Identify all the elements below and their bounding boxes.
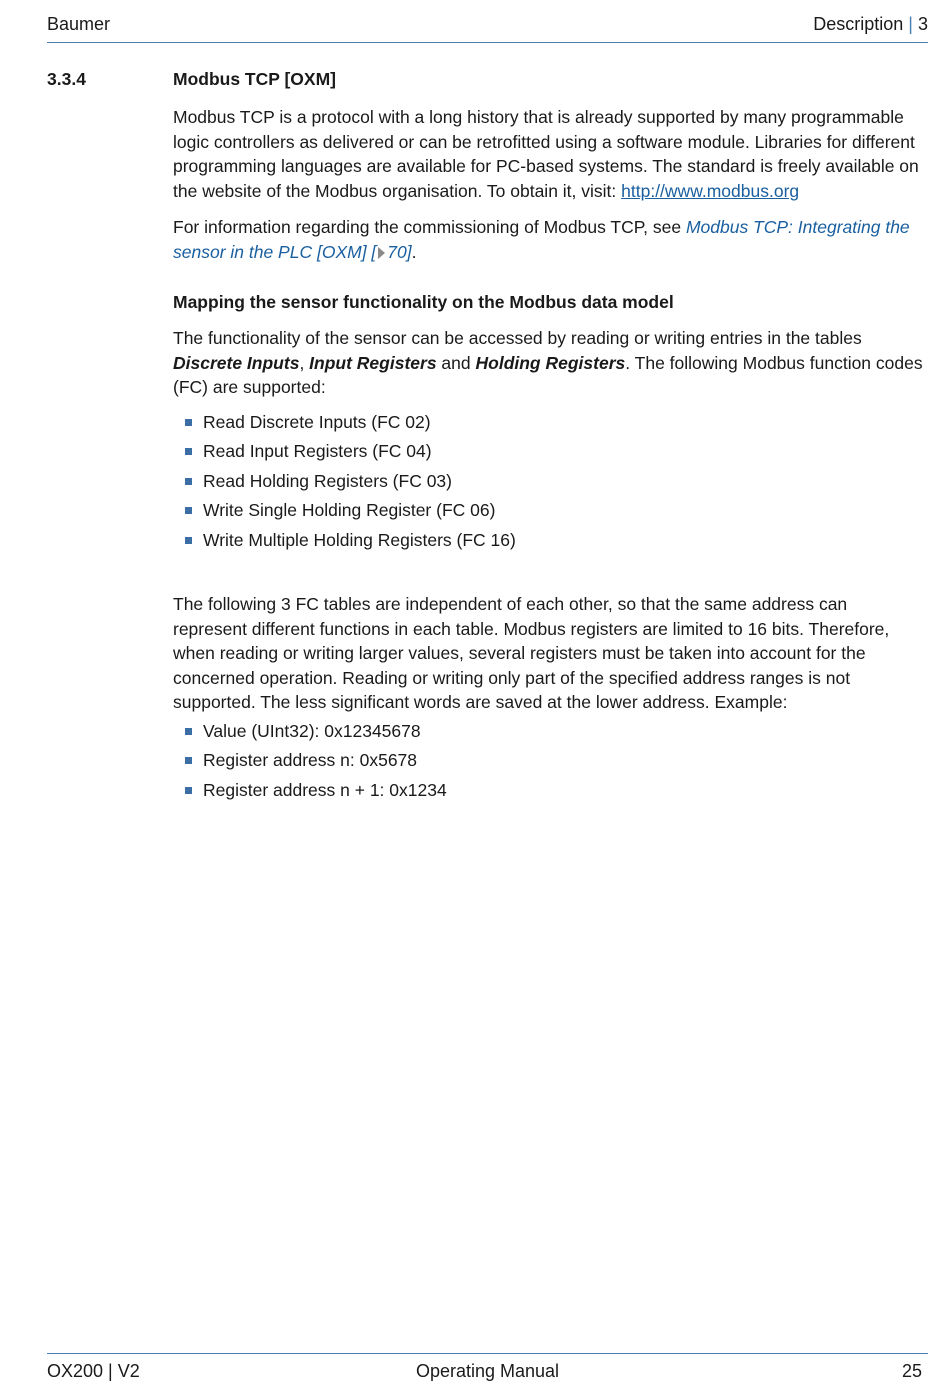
intro-text: Modbus TCP is a protocol with a long history that is already supported by many programmable logic controllers as delivered or can be retrofitted using a software module. Libraries for different programming languages are available for PC-based systems. The standard is freely available on the website of the Modbus organisation. To obtain it, visit: [173,107,919,201]
fc-tables-paragraph: The following 3 FC tables are independent of each other, so that the same address can represent different functions in each table. Modbus registers are limited to 16 bits. Therefore, when reading or writing larger values, several registers must be taken into account for the concerned operation. Reading or writing only part of the specified address ranges is not supported. The less significant words are saved at the lower address. Example: [173,594,890,712]
header-chapter-label: Description [813,14,904,34]
list-item-text: Read Holding Registers (FC 03) [203,470,452,491]
table-discrete-inputs: Discrete Inputs [173,352,300,373]
page-arrow-icon [378,247,385,259]
spacer [173,559,925,592]
header-separator: | [908,14,913,34]
bullet-icon [185,728,192,735]
list-item [173,471,925,491]
mapping-and: and [436,352,476,373]
footer-doc-type: Operating Manual [415,1361,560,1381]
list-item-text: Read Discrete Inputs (FC 02) [203,411,431,432]
intro-paragraph [173,105,925,203]
table-input-registers: Input Registers [309,352,437,373]
example-list [173,721,925,800]
bullet-icon [185,419,192,426]
footer-product: OX200 | V2 [47,1361,140,1381]
commissioning-text: For information regarding the commissioning of Modbus TCP, see [173,217,686,237]
page-header [47,12,928,43]
table-holding-registers: Holding Registers [475,352,626,373]
list-item [173,721,925,741]
mapping-comma: , [299,352,310,373]
list-item [173,412,925,432]
commissioning-paragraph [173,215,925,264]
modbus-website-link[interactable]: http://www.modbus.org [621,180,800,201]
xref-page: 70] [387,241,412,262]
mapping-text-1: The functionality of the sensor can be accessed by reading or writing entries in the tables [173,328,862,348]
header-company: Baumer [47,14,111,34]
list-item-text: Write Multiple Holding Registers (FC 16) [203,529,516,550]
header-chapter [813,14,928,35]
mapping-text-2: . The following Modbus function codes (FC) are supported: [173,352,923,397]
bullet-icon [185,507,192,514]
fc-list [173,412,925,550]
section-title: Modbus TCP [OXM] [173,69,336,89]
list-item [173,500,925,520]
list-item-text: Value (UInt32): 0x12345678 [203,720,421,741]
page-footer [47,1353,928,1384]
list-item [173,780,925,800]
xref-title: Modbus TCP: Integrating the sensor in the PLC [OXM] [ [173,217,910,262]
list-item-text: Read Input Registers (FC 04) [203,441,432,461]
list-item [173,441,925,461]
list-item [173,750,925,770]
commissioning-tail: . [411,241,417,262]
bullet-icon [185,448,192,455]
list-item [173,530,925,550]
bullet-icon [185,787,192,794]
list-item-text: Register address n + 1: 0x1234 [203,779,447,800]
page-number: 25 [901,1361,922,1381]
section-number: 3.3.4 [47,69,86,89]
bullet-icon [185,478,192,485]
list-item-text: Register address n: 0x5678 [203,750,418,770]
main-content [173,69,925,809]
bullet-icon [185,537,192,544]
list-item-text: Write Single Holding Register (FC 06) [203,500,496,520]
header-chapter-number: 3 [917,14,928,34]
mapping-heading: Mapping the sensor functionality on the Modbus data model [173,292,674,312]
bullet-icon [185,757,192,764]
mapping-paragraph [173,326,925,400]
